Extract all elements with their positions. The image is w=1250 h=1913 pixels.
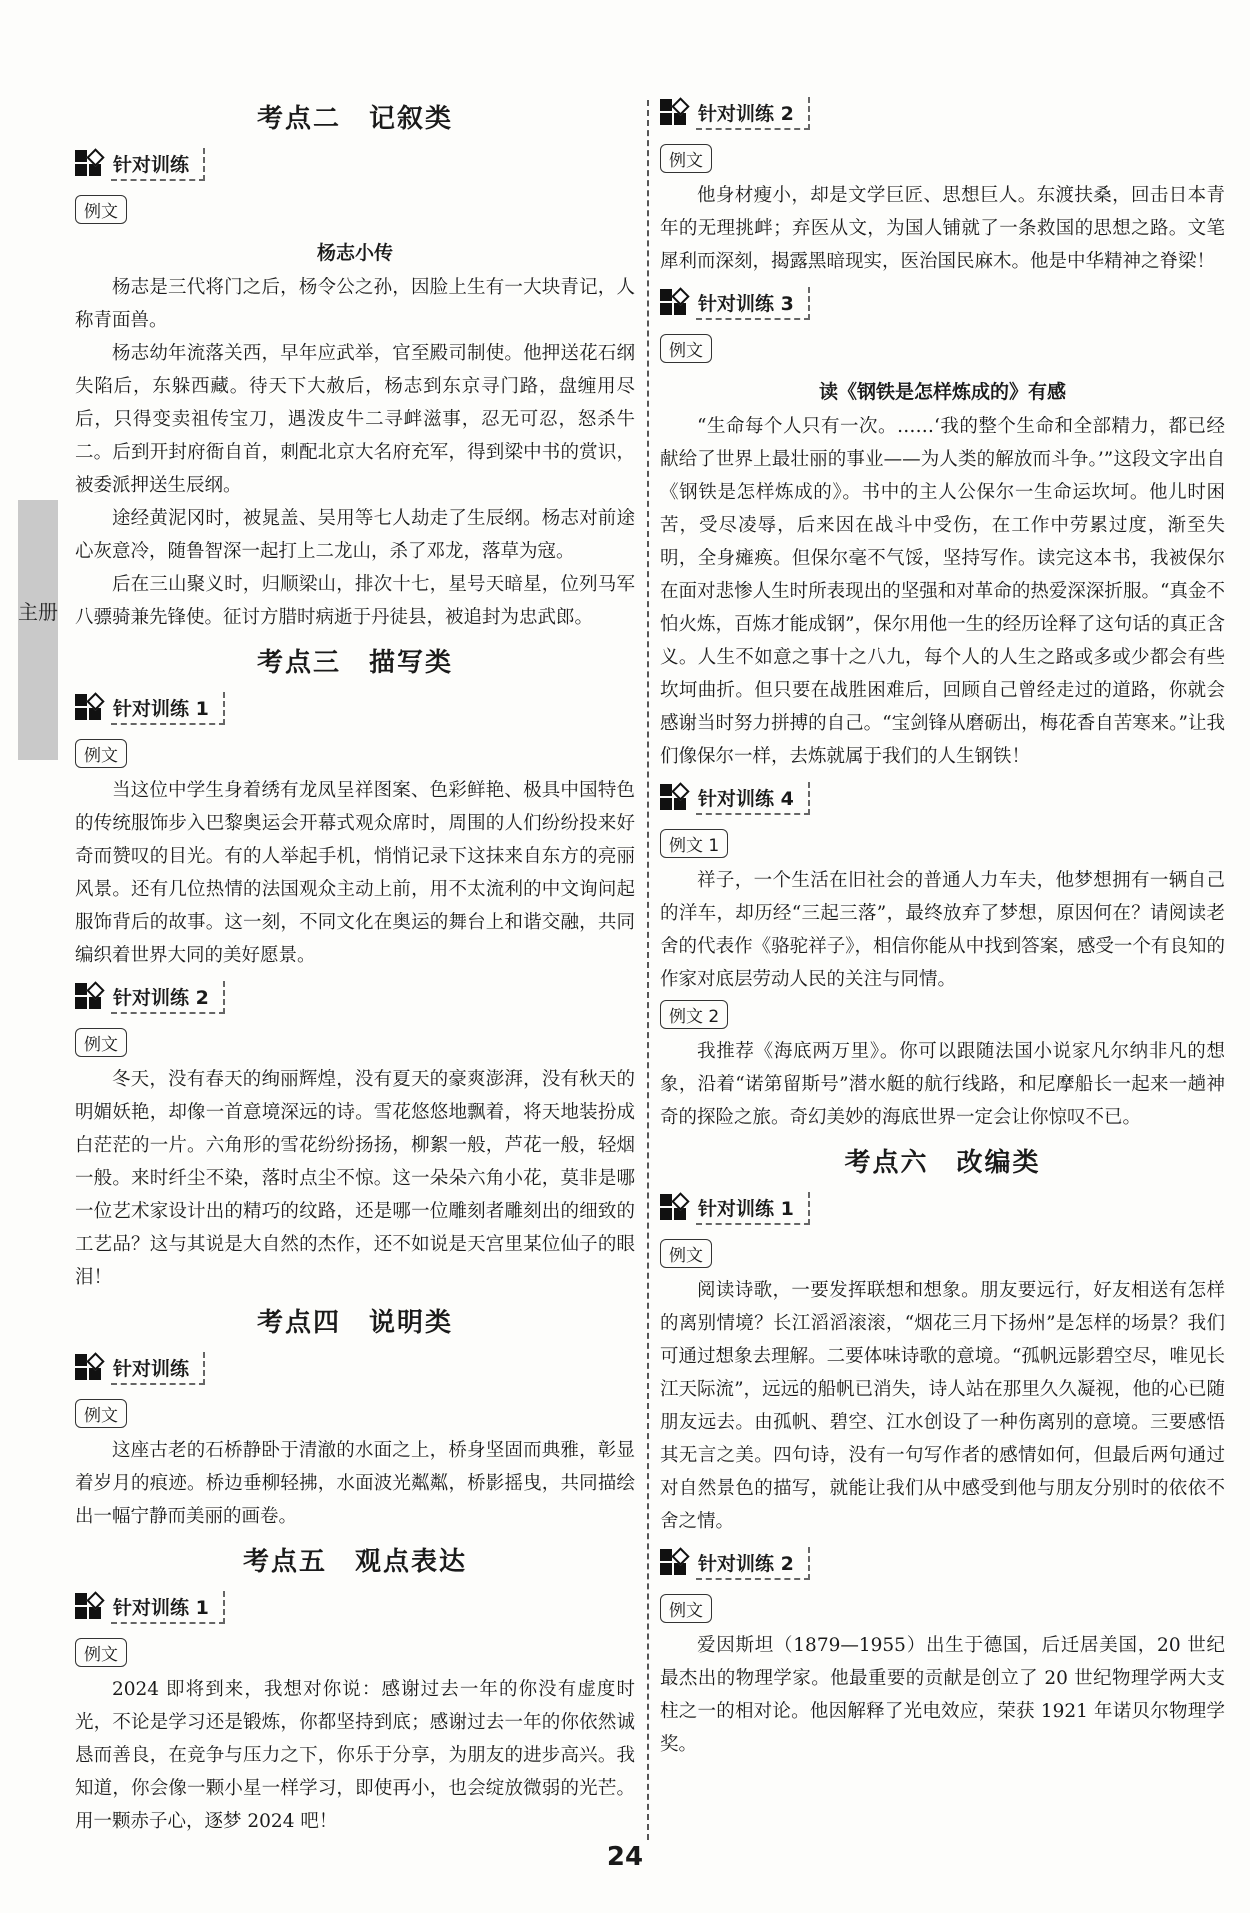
example-tag: 例文 bbox=[660, 1594, 712, 1623]
drill-heading: 针对训练 3 bbox=[660, 286, 1225, 320]
article-title: 读《钢铁是怎样炼成的》有感 bbox=[818, 381, 1066, 403]
drill-icon bbox=[660, 99, 688, 127]
paragraph: 爱因斯坦（1879—1955）出生于德国，后迁居美国，20 世纪最杰出的物理学家。他最重要的贡献是创立了 20 世纪物理学两大支柱之一的相对论。他因解释了光电效应，荣获 1921 年诺贝尔物理学奖。 bbox=[660, 1635, 1225, 1755]
example-tag: 例文 bbox=[660, 1239, 712, 1268]
example-tag: 例文 bbox=[75, 1399, 127, 1428]
example-tag: 例文 2 bbox=[660, 1000, 728, 1029]
drill-icon bbox=[75, 1593, 103, 1621]
drill-heading: 针对训练 2 bbox=[660, 1546, 1225, 1580]
paragraph: 2024 即将到来，我想对你说：感谢过去一年的你没有虚度时光，不论是学习还是锻炼，你都坚持到底；感谢过去一年的你依然诚恳而善良，在竞争与压力之下，你乐于分享，为朋友的进步高兴。我知道，你会像一颗小星一样学习，即使再小，也会绽放微弱的光芒。用一颗赤子心，逐梦 2024 吧！ bbox=[75, 1679, 635, 1832]
drill-icon bbox=[660, 1194, 688, 1222]
drill-icon bbox=[75, 983, 103, 1011]
example-tag: 例文 bbox=[660, 334, 712, 363]
paragraph: 我推荐《海底两万里》。你可以跟随法国小说家凡尔纳非凡的想象，沿着“诺第留斯号”潜水艇的航行线路，和尼摩船长一起来一趟神奇的探险之旅。奇幻美妙的海底世界一定会让你惊叹不已。 bbox=[660, 1041, 1225, 1128]
section-title-2: 考点二 记叙类 bbox=[256, 104, 453, 134]
drill-icon bbox=[660, 784, 688, 812]
section-title-3: 考点三 描写类 bbox=[256, 648, 453, 678]
drill-heading: 针对训练 1 bbox=[660, 1191, 1225, 1225]
drill-heading: 针对训练 bbox=[75, 1351, 635, 1385]
drill-heading: 针对训练 2 bbox=[75, 980, 635, 1014]
drill-icon bbox=[660, 289, 688, 317]
drill-icon bbox=[660, 1549, 688, 1577]
drill-heading: 针对训练 1 bbox=[75, 691, 635, 725]
section-title-5: 考点五 观点表达 bbox=[242, 1547, 467, 1577]
example-tag: 例文 bbox=[75, 1028, 127, 1057]
drill-heading: 针对训练 2 bbox=[660, 96, 1225, 130]
example-tag: 例文 bbox=[75, 739, 127, 768]
paragraph: 这座古老的石桥静卧于清澈的水面之上，桥身坚固而典雅，彰显着岁月的痕迹。桥边垂柳轻拂，水面波光粼粼，桥影摇曳，共同描绘出一幅宁静而美丽的画卷。 bbox=[75, 1440, 635, 1527]
drill-icon bbox=[75, 1354, 103, 1382]
paragraph: “生命每个人只有一次。……‘我的整个生命和全部精力，都已经献给了世界上最壮丽的事业——为人类的解放而斗争。’”这段文字出自《钢铁是怎样炼成的》。书中的主人公保尔一生命运坎坷。他儿时困苦，受尽凌辱，后来因在战斗中受伤，在工作中劳累过度，渐至失明，全身瘫痪。但保尔毫不气馁，坚持写作。读完这本书，我被保尔在面对悲惨人生时所表现出的坚强和对革命的热爱深深折服。“真金不怕火炼，百炼才能成钢”，保尔用他一生的经历诠释了这句话的真正含义。人生不如意之事十之八九，每个人的人生之路或多或少都会有些坎坷曲折。但只要在战胜困难后，回顾自己曾经走过的道路，你就会感谢当时努力拼搏的自己。“宝剑锋从磨砺出，梅花香自苦寒来。”让我们像保尔一样，去炼就属于我们的人生钢铁！ bbox=[660, 416, 1225, 767]
example-tag: 例文 bbox=[75, 1638, 127, 1667]
drill-icon bbox=[75, 150, 103, 178]
drill-heading: 针对训练 4 bbox=[660, 781, 1225, 815]
page-number: 24 bbox=[606, 1842, 644, 1872]
drill-heading: 针对训练 bbox=[75, 147, 635, 181]
paragraph: 冬天，没有春天的绚丽辉煌，没有夏天的豪爽澎湃，没有秋天的明媚妖艳，却像一首意境深远的诗。雪花悠悠地飘着，将天地装扮成白茫茫的一片。六角形的雪花纷纷扬扬，柳絮一般，芦花一般，轻烟一般。来时纤尘不染，落时点尘不惊。这一朵朵六角小花，莫非是哪一位艺术家设计出的精巧的纹路，还是哪一位雕刻者雕刻出的细致的工艺品？这与其说是大自然的杰作，还不如说是天宫里某位仙子的眼泪！ bbox=[75, 1069, 635, 1288]
paragraph: 杨志幼年流落关西，早年应武举，官至殿司制使。他押送花石纲失陷后，东躲西藏。待天下大赦后，杨志到东京寻门路，盘缠用尽后，只得变卖祖传宝刀，遇泼皮牛二寻衅滋事，忍无可忍，怒杀牛二。后到开封府衙自首，刺配北京大名府充军，得到梁中书的赏识，被委派押送生辰纲。 bbox=[75, 343, 635, 496]
right-column bbox=[660, 96, 1225, 1761]
paragraph: 阅读诗歌，一要发挥联想和想象。朋友要远行，好友相送有怎样的离别情境？长江滔滔滚滚，“烟花三月下扬州”是怎样的场景？我们可通过想象去理解。二要体味诗歌的意境。“孤帆远影碧空尽，唯见长江天际流”，远远的船帆已消失，诗人站在那里久久凝视，他的心已随朋友远去。由孤帆、碧空、江水创设了一种伤离别的意境。三要感悟其无言之美。四句诗，没有一句写作者的感情如何，但最后两句通过对自然景色的描写，就能让我们从中感受到他与朋友分别时的依依不舍之情。 bbox=[660, 1280, 1225, 1532]
left-column bbox=[75, 90, 635, 1838]
drill-icon bbox=[75, 694, 103, 722]
section-title-4: 考点四 说明类 bbox=[256, 1308, 453, 1338]
paragraph: 他身材瘦小，却是文学巨匠、思想巨人。东渡扶桑，回击日本青年的无理挑衅；弃医从文，为国人铺就了一条救国的思想之路。文笔犀利而深刻，揭露黑暗现实，医治国民麻木。他是中华精神之脊梁！ bbox=[660, 185, 1225, 272]
example-tag: 例文 bbox=[75, 195, 127, 224]
drill-heading: 针对训练 1 bbox=[75, 1590, 635, 1624]
example-tag: 例文 1 bbox=[660, 829, 728, 858]
article-title: 杨志小传 bbox=[316, 242, 393, 264]
section-title-6: 考点六 改编类 bbox=[844, 1148, 1041, 1178]
paragraph: 途经黄泥冈时，被晁盖、吴用等七人劫走了生辰纲。杨志对前途心灰意冷，随鲁智深一起打上二龙山，杀了邓龙，落草为寇。 bbox=[75, 508, 635, 562]
side-tab: 主册 bbox=[18, 500, 58, 760]
paragraph: 当这位中学生身着绣有龙凤呈祥图案、色彩鲜艳、极具中国特色的传统服饰步入巴黎奥运会开幕式观众席时，周围的人们纷纷投来好奇而赞叹的目光。有的人举起手机，悄悄记录下这抹来自东方的亮丽风景。还有几位热情的法国观众主动上前，用不太流利的中文询问起服饰背后的故事。这一刻，不同文化在奥运的舞台上和谐交融，共同编织着世界大同的美好愿景。 bbox=[75, 780, 635, 966]
column-divider bbox=[647, 100, 649, 1840]
paragraph: 后在三山聚义时，归顺梁山，排次十七，星号天暗星，位列马军八骠骑兼先锋使。征讨方腊时病逝于丹徒县，被追封为忠武郎。 bbox=[75, 574, 635, 628]
paragraph: 祥子，一个生活在旧社会的普通人力车夫，他梦想拥有一辆自己的洋车，却历经“三起三落”，最终放弃了梦想，原因何在？请阅读老舍的代表作《骆驼祥子》，相信你能从中找到答案，感受一个有良知的作家对底层劳动人民的关注与同情。 bbox=[660, 870, 1225, 990]
paragraph: 杨志是三代将门之后，杨令公之孙，因脸上生有一大块青记，人称青面兽。 bbox=[75, 277, 635, 331]
example-tag: 例文 bbox=[660, 144, 712, 173]
